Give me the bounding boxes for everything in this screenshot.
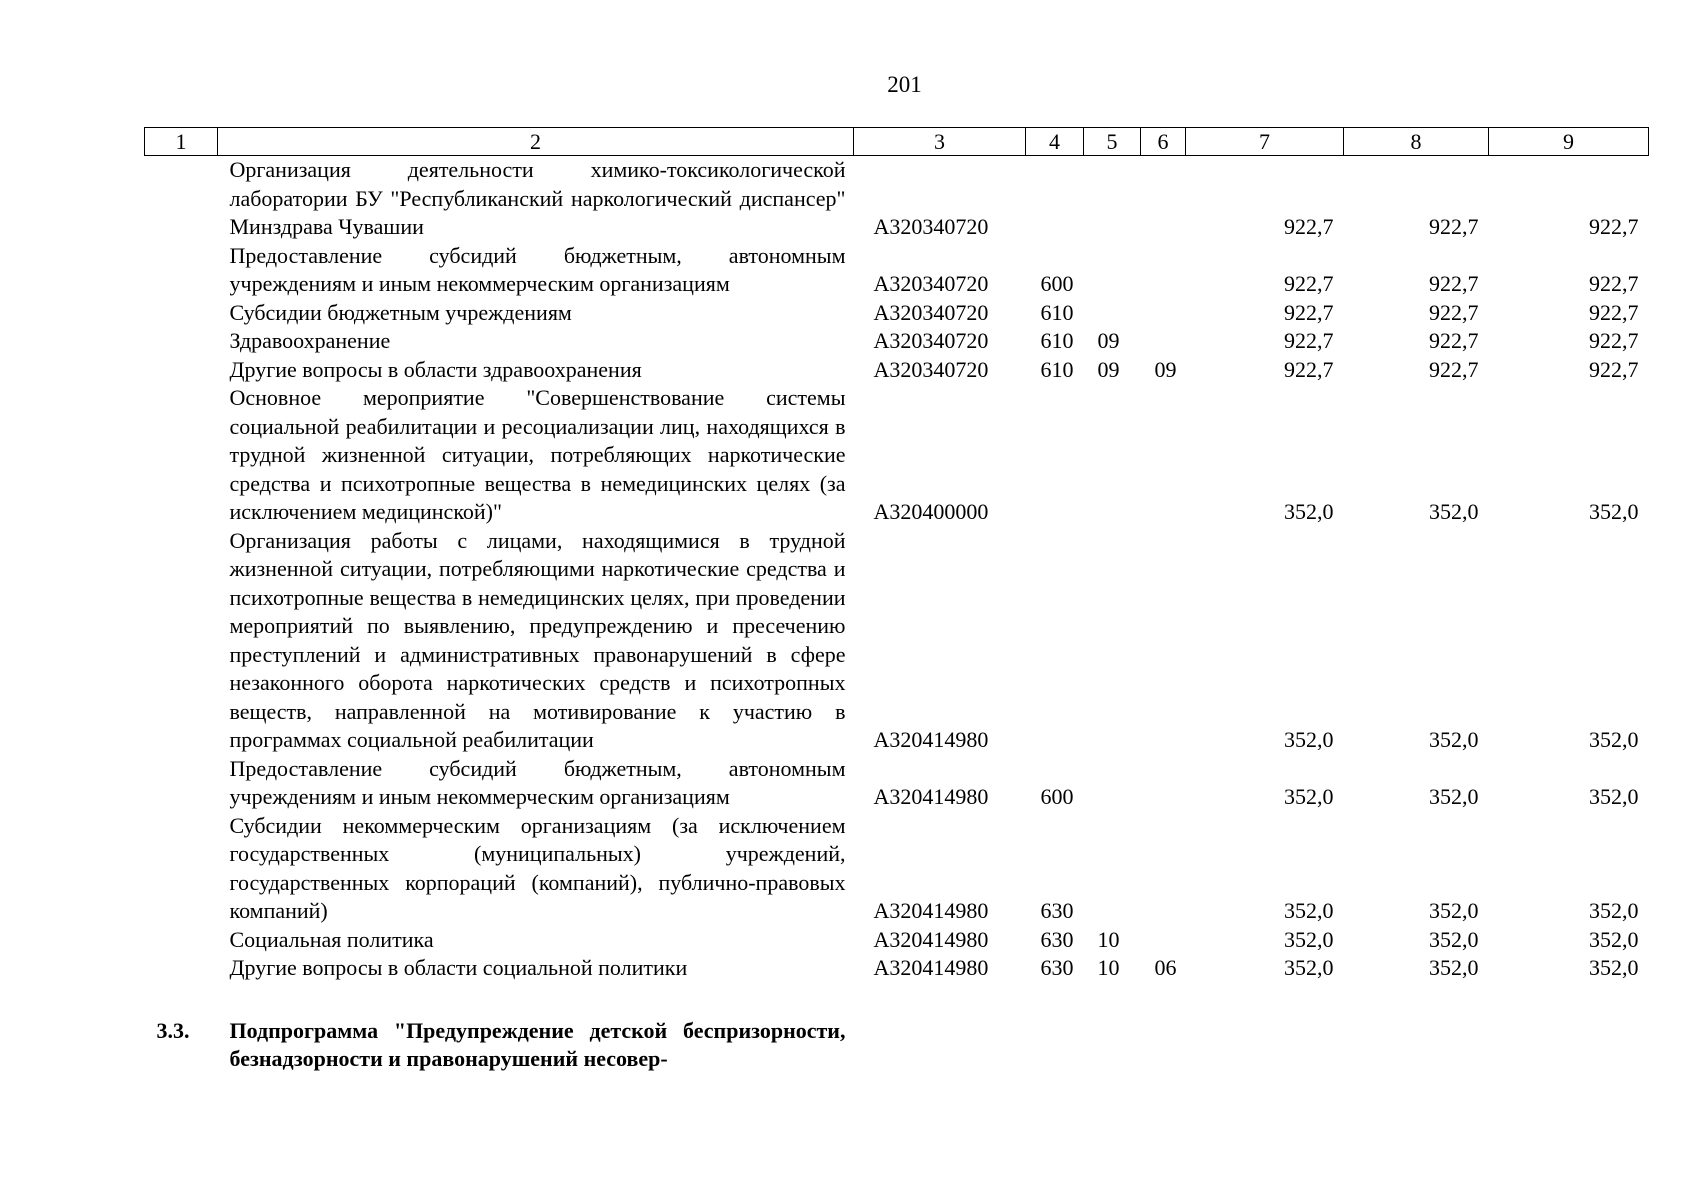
subsection-code <box>1141 242 1186 299</box>
target-article-code: А320414980 <box>873 784 989 809</box>
target-article-code: А320340720 <box>873 356 989 382</box>
amount-column-9: 922,7 <box>1589 299 1639 325</box>
column-header-5: 5 <box>1084 128 1141 156</box>
row-number-cell <box>145 954 218 983</box>
amount-column-8: 352,0 <box>1429 784 1479 809</box>
expense-name: Социальная политика <box>229 926 434 952</box>
target-article-code: А320414980 <box>873 926 989 952</box>
row-number-cell <box>145 156 218 242</box>
row-number-cell <box>145 356 218 385</box>
subsection-code: 09 <box>1154 356 1177 382</box>
column-header-4: 4 <box>1026 128 1084 156</box>
column-header-7: 7 <box>1186 128 1344 156</box>
expense-type-code <box>1026 384 1084 527</box>
amount-column-9: 922,7 <box>1589 271 1639 296</box>
column-header-1: 1 <box>145 128 218 156</box>
amount-column-9: 352,0 <box>1589 727 1639 752</box>
column-header-9: 9 <box>1489 128 1649 156</box>
section-code <box>1084 242 1141 299</box>
amount-column-9: 352,0 <box>1589 784 1639 809</box>
amount-column-8: 922,7 <box>1429 328 1479 353</box>
target-article-code: А320414980 <box>873 727 989 752</box>
subsection-code <box>1141 299 1186 328</box>
target-article-code: А320400000 <box>873 499 989 524</box>
amount-column-9: 352,0 <box>1589 898 1639 923</box>
amount-column-7: 352,0 <box>1284 898 1334 923</box>
section-code: 09 <box>1097 328 1120 353</box>
subsection-code <box>1141 812 1186 926</box>
table-row <box>145 156 1649 242</box>
expense-name: Субсидии бюджетным учреждениям <box>229 299 572 325</box>
section-code <box>1084 755 1141 812</box>
expense-type-code: 630 <box>1040 926 1074 952</box>
target-article-code: А320340720 <box>873 214 989 239</box>
expense-name: Основное мероприятие "Совершенствование системы социальной реабилитации и ресоциализации лиц, находящихся в трудной жизненной ситуации, потребляющих наркотические средства и психотропные вещества в немедицинских целях (за исключением медицинской)" <box>229 385 846 524</box>
section-code <box>1084 527 1141 755</box>
subsection-code <box>1141 755 1186 812</box>
expense-type-code: 630 <box>1040 955 1074 980</box>
amount-column-9: 352,0 <box>1589 926 1639 952</box>
amount-column-8: 352,0 <box>1429 926 1479 952</box>
amount-column-8: 922,7 <box>1429 214 1479 239</box>
amount-column-7: 352,0 <box>1284 727 1334 752</box>
page-number: 201 <box>887 72 922 97</box>
table-row <box>145 299 1649 328</box>
amount-column-8: 352,0 <box>1429 727 1479 752</box>
amount-column-9: 922,7 <box>1589 356 1639 382</box>
section-code: 10 <box>1097 926 1120 952</box>
amount-column-8: 922,7 <box>1429 299 1479 325</box>
expense-type-code: 610 <box>1040 328 1074 353</box>
section-code: 09 <box>1097 356 1120 382</box>
expense-name: Другие вопросы в области социальной политики <box>229 955 688 980</box>
amount-column-9: 922,7 <box>1589 214 1639 239</box>
table-row <box>145 384 1649 527</box>
table-body <box>145 156 1649 983</box>
amount-column-7: 352,0 <box>1284 955 1334 980</box>
amount-column-8: 922,7 <box>1429 271 1479 296</box>
amount-column-7: 922,7 <box>1284 271 1334 296</box>
expense-type-code: 600 <box>1040 271 1074 296</box>
section-code <box>1084 156 1141 242</box>
expense-name: Организация деятельности химико-токсикологической лаборатории БУ "Республиканский наркологический диспансер" Минздрава Чувашии <box>229 157 846 239</box>
table-row <box>145 356 1649 385</box>
table-row <box>145 242 1649 299</box>
expense-type-code: 600 <box>1040 784 1074 809</box>
amount-column-7: 922,7 <box>1284 356 1334 382</box>
amount-column-9: 922,7 <box>1589 328 1639 353</box>
expense-name: Предоставление субсидий бюджетным, автономным учреждениям и иным некоммерческим организациям <box>229 242 846 296</box>
subprogram-heading-row <box>145 1017 1649 1074</box>
amount-column-9: 352,0 <box>1589 955 1639 980</box>
row-number-cell <box>145 384 218 527</box>
section-code <box>1084 384 1141 527</box>
row-number-cell <box>145 327 218 356</box>
column-number-header-row <box>145 128 1649 156</box>
amount-column-7: 352,0 <box>1284 926 1334 952</box>
row-number-cell <box>145 299 218 328</box>
amount-column-7: 922,7 <box>1284 328 1334 353</box>
target-article-code: А320340720 <box>873 299 989 325</box>
subsection-code <box>1141 327 1186 356</box>
amount-column-7: 352,0 <box>1284 499 1334 524</box>
column-header-2: 2 <box>218 128 854 156</box>
target-article-code: А320414980 <box>873 955 989 980</box>
section-code: 10 <box>1097 955 1120 980</box>
target-article-code: А320340720 <box>873 328 989 353</box>
amount-column-8: 352,0 <box>1429 499 1479 524</box>
section-code <box>1084 812 1141 926</box>
subsection-code <box>1141 384 1186 527</box>
row-number-cell <box>145 527 218 755</box>
subsection-code <box>1141 527 1186 755</box>
table-row <box>145 327 1649 356</box>
target-article-code: А320340720 <box>873 271 989 296</box>
table-row <box>145 755 1649 812</box>
section-spacer <box>145 983 1649 1017</box>
expense-name: Предоставление субсидий бюджетным, автономным учреждениям и иным некоммерческим организациям <box>229 755 846 809</box>
column-header-6: 6 <box>1141 128 1186 156</box>
expense-name: Организация работы с лицами, находящимися в трудной жизненной ситуации, потребляющими наркотические средства и психотропные вещества в немедицинских целях, при проведении мероприятий по выявлению, предупреждению и пресечению преступлений и административных правонарушений в сфере незаконного оборота наркотических средств и психотропных веществ, направленной на мотивирование к участию в программах социальной реабилитации <box>229 527 846 752</box>
row-number-cell <box>145 755 218 812</box>
column-header-8: 8 <box>1344 128 1489 156</box>
expense-type-code: 610 <box>1040 299 1074 325</box>
expense-name: Здравоохранение <box>229 328 391 353</box>
amount-column-7: 922,7 <box>1284 214 1334 239</box>
column-header-3: 3 <box>854 128 1026 156</box>
table-row <box>145 527 1649 755</box>
row-number-cell <box>145 242 218 299</box>
subsection-code <box>1141 156 1186 242</box>
expense-name: Субсидии некоммерческим организациям (за исключением государственных (муниципальных) учреждений, государственных корпораций (компаний), публично-правовых компаний) <box>229 812 846 923</box>
amount-column-8: 352,0 <box>1429 955 1479 980</box>
subsection-code <box>1141 926 1186 955</box>
amount-column-8: 352,0 <box>1429 898 1479 923</box>
table-row <box>145 926 1649 955</box>
table-row <box>145 812 1649 926</box>
row-number-cell <box>145 812 218 926</box>
expense-type-code: 610 <box>1040 356 1074 382</box>
section-code <box>1084 299 1141 328</box>
amount-column-9: 352,0 <box>1589 499 1639 524</box>
row-number-cell <box>145 926 218 955</box>
subprogram-number: 3.3. <box>156 1017 190 1043</box>
budget-table <box>144 127 1649 1074</box>
amount-column-7: 352,0 <box>1284 784 1334 809</box>
target-article-code: А320414980 <box>873 898 989 923</box>
expense-type-code <box>1026 527 1084 755</box>
amount-column-8: 922,7 <box>1429 356 1479 382</box>
table-row <box>145 954 1649 983</box>
amount-column-7: 922,7 <box>1284 299 1334 325</box>
expense-type-code: 630 <box>1040 898 1074 923</box>
subsection-code: 06 <box>1154 955 1177 980</box>
expense-name: Другие вопросы в области здравоохранения <box>229 356 642 382</box>
subprogram-title: Подпрограмма "Предупреждение детской беспризорности, безнадзорности и правонарушений несовер- <box>229 1017 846 1071</box>
expense-type-code <box>1026 156 1084 242</box>
